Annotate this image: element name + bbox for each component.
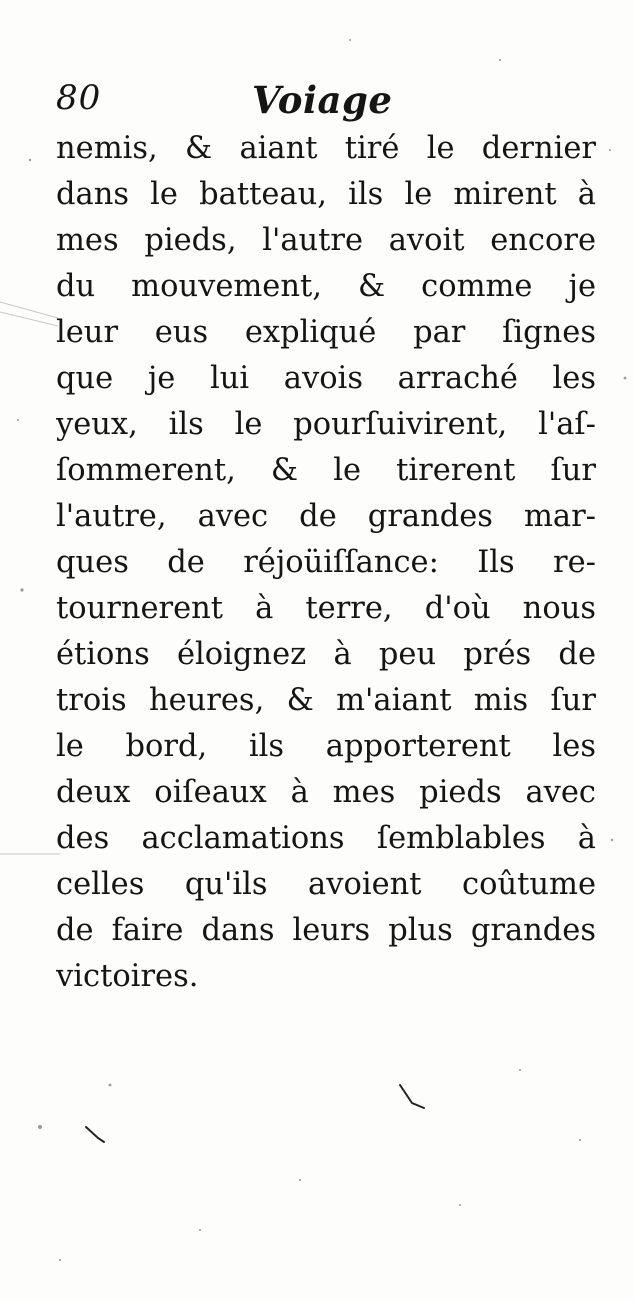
text-line: des acclamations ſemblables à	[56, 821, 596, 856]
text-line: dans le batteau, ils le mirent à	[56, 177, 596, 212]
text-line: que je lui avois arraché les	[56, 361, 596, 396]
text-line: celles qu'ils avoient coûtume	[56, 867, 596, 902]
text-line: étions éloignez à peu prés de	[56, 637, 596, 672]
running-title: Voiage	[252, 78, 393, 122]
text-line: nemis, & aiant tiré le dernier	[56, 131, 596, 166]
text-line: leur eus expliqué par ſignes	[56, 315, 596, 350]
text-line: du mouvement, & comme je	[56, 269, 596, 304]
text-line: deux oiſeaux à mes pieds avec	[56, 775, 596, 810]
text-line: ſommerent, & le tirerent ſur	[56, 453, 596, 488]
text-line: tournerent à terre, d'où nous	[56, 591, 596, 626]
page-number: 80	[56, 78, 102, 118]
text-line: l'autre, avec de grandes mar-	[56, 499, 596, 534]
page-header	[56, 78, 596, 128]
text-line: le bord, ils apporterent les	[56, 729, 596, 764]
text-line: mes pieds, l'autre avoit encore	[56, 223, 596, 258]
body-text	[56, 126, 596, 1000]
text-line: trois heures, & m'aiant mis ſur	[56, 683, 596, 718]
text-line: ques de réjoüiſſance: Ils re-	[56, 545, 596, 580]
text-line: yeux, ils le pourſuivirent, l'aſ-	[56, 407, 596, 442]
text-line: victoires.	[56, 959, 199, 994]
text-line: de faire dans leurs plus grandes	[56, 913, 596, 948]
